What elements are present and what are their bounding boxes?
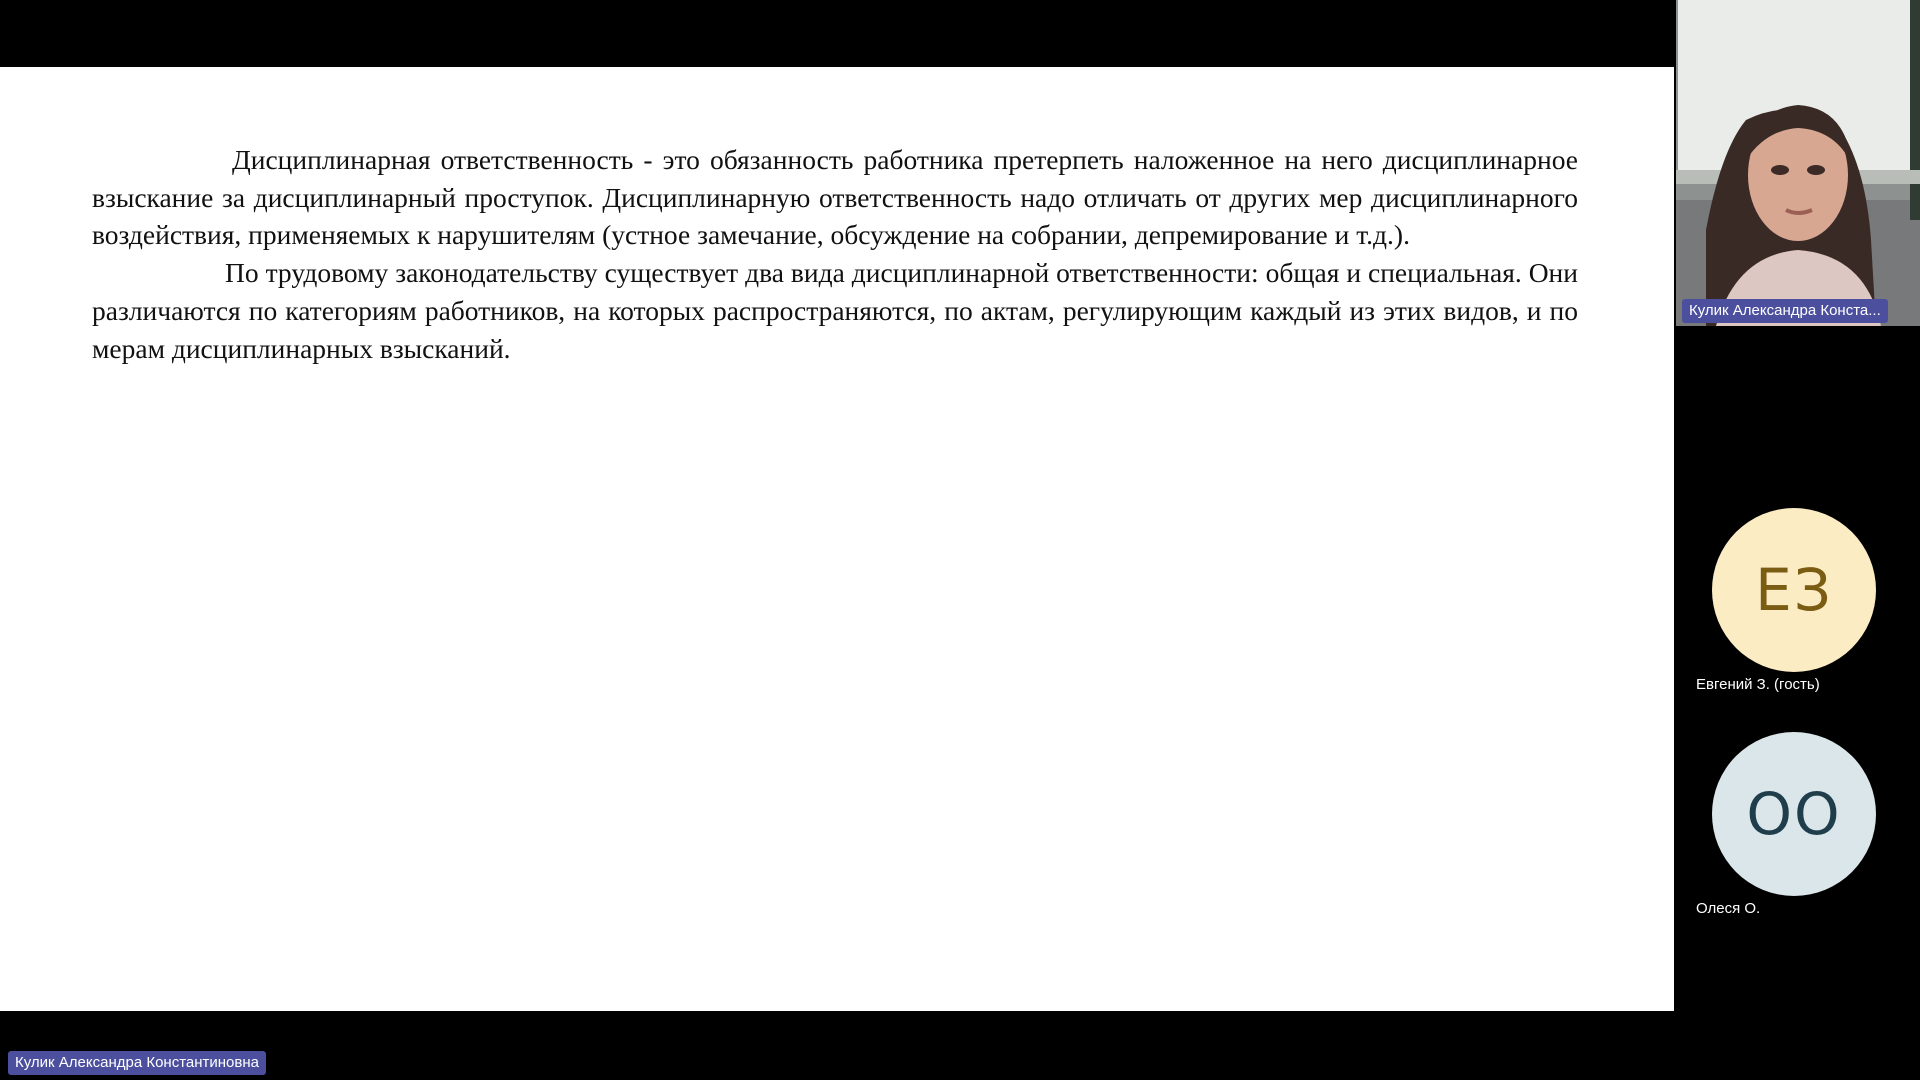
presenter-name-label: Кулик Александра Константиновна bbox=[8, 1051, 266, 1075]
participant-tile-1[interactable] bbox=[1676, 508, 1920, 708]
slide-text bbox=[92, 141, 1578, 367]
participant-name: Олеся О. bbox=[1696, 900, 1761, 917]
participant-name: Евгений З. (гость) bbox=[1696, 676, 1820, 693]
slide-paragraph-1: Дисциплинарная ответственность - это обязанность работника претерпеть наложенное на него дисциплинарное взыскание за дисциплинарный проступок. Дисциплинарную ответственность надо отличать от других мер дисциплинарного воздействия, применяемых к нарушителям (устное замечание, обсуждение на собрании, депремирование и т.д.). bbox=[92, 144, 1578, 251]
participant-avatar: ЕЗ bbox=[1712, 508, 1876, 672]
participant-avatar: ОО bbox=[1712, 732, 1876, 896]
slide-paragraph-2: По трудовому законодательству существует два вида дисциплинарной ответственности: общая и специальная. Они различаются по категориям работников, на которых распространяются, по актам, регулирующим каждый из этих видов, и по мерам дисциплинарных взысканий. bbox=[92, 257, 1578, 364]
speaker-name-label: Кулик Александра Конста... bbox=[1682, 299, 1888, 323]
speaker-video-tile[interactable] bbox=[1676, 0, 1920, 326]
speaker-video-frame bbox=[1676, 0, 1920, 326]
participant-tile-2[interactable] bbox=[1676, 732, 1920, 932]
